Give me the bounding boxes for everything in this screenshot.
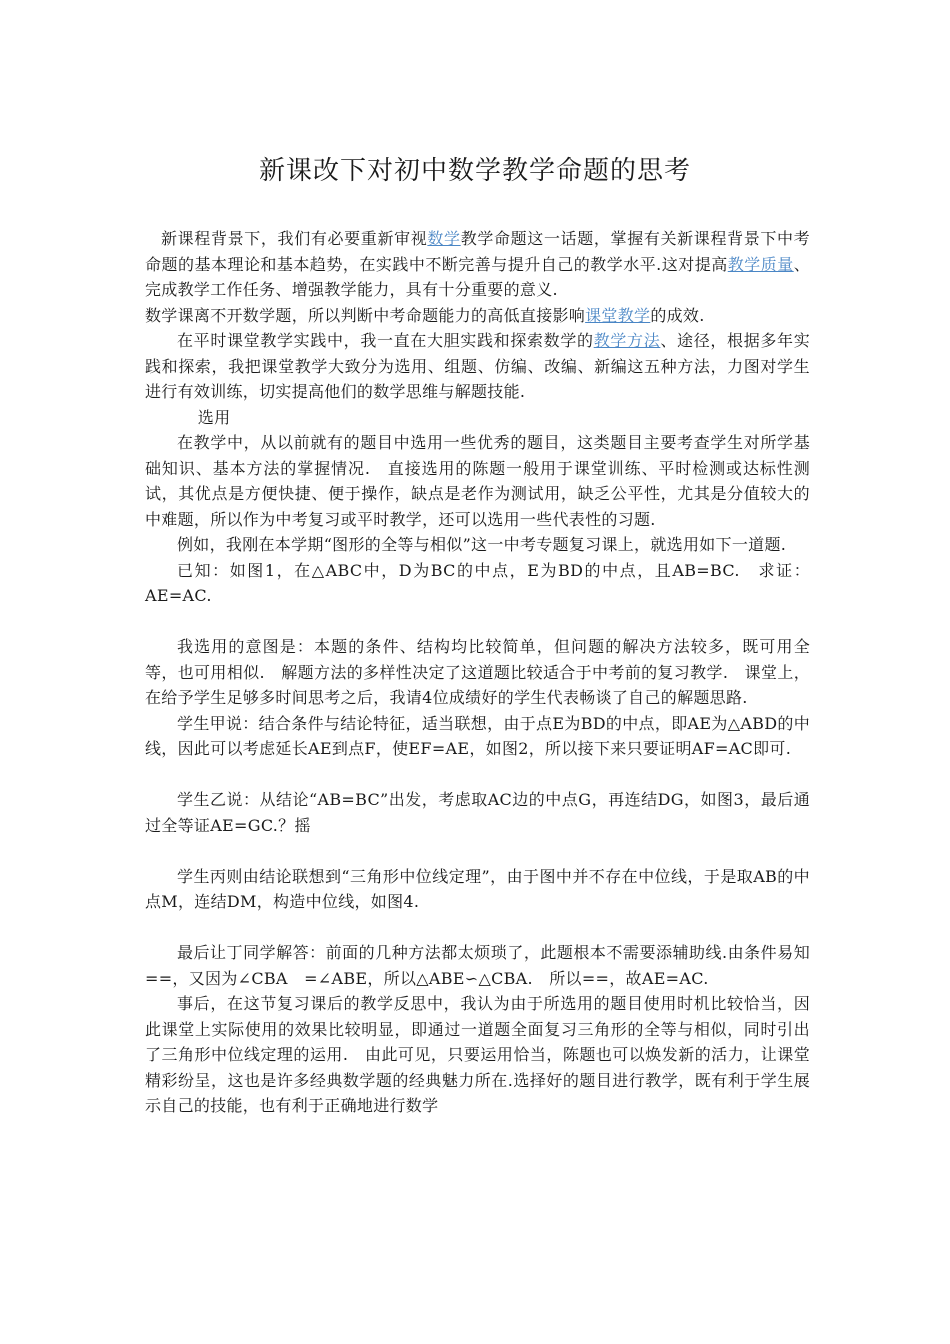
p2-text-2: 的成效. bbox=[650, 305, 705, 325]
link-teaching-quality[interactable]: 教学质量 bbox=[727, 254, 794, 274]
p1-text-1: 新课程背景下，我们有必要重新审视 bbox=[161, 229, 428, 248]
paragraph-5: 例如，我刚在本学期“图形的全等与相似”这一中考专题复习课上，就选用如下一道题. bbox=[177, 535, 787, 554]
spacer bbox=[145, 762, 810, 788]
p3-text-1: 在平时课堂教学实践中，我一直在大胆实践和探索数学的 bbox=[177, 331, 594, 350]
article-body bbox=[145, 226, 810, 1119]
paragraph-4: 在教学中，从以前就有的题目中选用一些优秀的题目，这类题目主要考查学生对所学基础知识、基本方法的掌握情况. 直接选用的陈题一般用于课堂训练、平时检测或达标性测试，其优点是方便快捷、便于操作，缺点是老作为测试用，缺乏公平性，尤其是分值较大的中难题，所以作为中考复习或平时教学，还可以选用一些代表性的习题. bbox=[145, 433, 810, 529]
paragraph-8: 学生甲说：结合条件与结论特征，适当联想，由于点E为BD的中点，即AE为△ABD的中线，因此可以考虑延长AE到点F，使EF=AE，如图2，所以接下来只要证明AF=AC即可. bbox=[145, 713, 810, 758]
section-heading-select: 选用 bbox=[197, 407, 231, 427]
link-math[interactable]: 数学 bbox=[427, 229, 461, 248]
paragraph-3 bbox=[145, 328, 810, 405]
paragraph-10: 学生丙则由结论联想到“三角形中位线定理”，由于图中并不存在中位线，于是取AB的中点M，连结DM，构造中位线，如图4. bbox=[145, 866, 810, 911]
p3-text-2: 、途径，根据多年实践和探索，我把课堂教学大致分为选用、组题、仿编、改编、新编这五种方法，力图对学生进行有效训练，切实提高他们的数学思维与解题技能. bbox=[145, 331, 810, 401]
spacer bbox=[145, 609, 810, 635]
paragraph-12: 事后，在这节复习课后的教学反思中，我认为由于所选用的题目使用时机比较恰当，因此课堂上实际使用的效果比较明显，即通过一道题全面复习三角形的全等与相似，同时引出了三角形中位线定理的运用. 由此可见，只要运用恰当，陈题也可以焕发新的活力，让课堂精彩纷呈，这也是许多经典数学题的经典魅力所在.选择好的题目进行教学，既有利于学生展示自己的技能，也有利于正确地进行数学 bbox=[145, 994, 810, 1115]
p1-text-3: 、完成教学工作任务、增强教学能力，具有十分重要的意义. bbox=[145, 254, 811, 299]
link-teaching-method[interactable]: 教学方法 bbox=[593, 331, 661, 350]
spacer bbox=[145, 838, 810, 864]
paragraph-11: 最后让丁同学解答：前面的几种方法都太烦琐了，此题根本不需要添辅助线.由条件易知==，又因为∠CBA =∠ABE，所以△ABE∽△CBA. 所以==，故AE=AC. bbox=[145, 943, 810, 988]
paragraph-9: 学生乙说：从结论“AB=BC”出发，考虑取AC边的中点G，再连结DG，如图3，最后通过全等证AE=GC.？摇 bbox=[145, 790, 810, 835]
p1-text-2: 教学命题这一话题，掌握有关新课程背景下中考命题的基本理论和基本趋势，在实践中不断完善与提升自己的教学水平.这对提高 bbox=[145, 229, 810, 274]
paragraph-6: 已知：如图1，在△ABC中，D为BC的中点，E为BD的中点，且AB=BC. 求证：AE=AC. bbox=[145, 560, 810, 605]
link-classroom-teaching[interactable]: 课堂教学 bbox=[585, 305, 651, 325]
document-title: 新课改下对初中数学教学命题的思考 bbox=[258, 156, 691, 186]
paragraph-2 bbox=[145, 303, 810, 329]
paragraph-1 bbox=[145, 226, 810, 303]
p2-text-1: 数学课离不开数学题，所以判断中考命题能力的高低直接影响 bbox=[145, 305, 586, 325]
paragraph-7: 我选用的意图是：本题的条件、结构均比较简单，但问题的解决方法较多，既可用全等，也可用相似. 解题方法的多样性决定了这道题比较适合于中考前的复习教学. 课堂上，在给予学生足够多时间思考之后，我请4位成绩好的学生代表畅谈了自己的解题思路. bbox=[145, 637, 810, 707]
spacer bbox=[145, 915, 810, 941]
